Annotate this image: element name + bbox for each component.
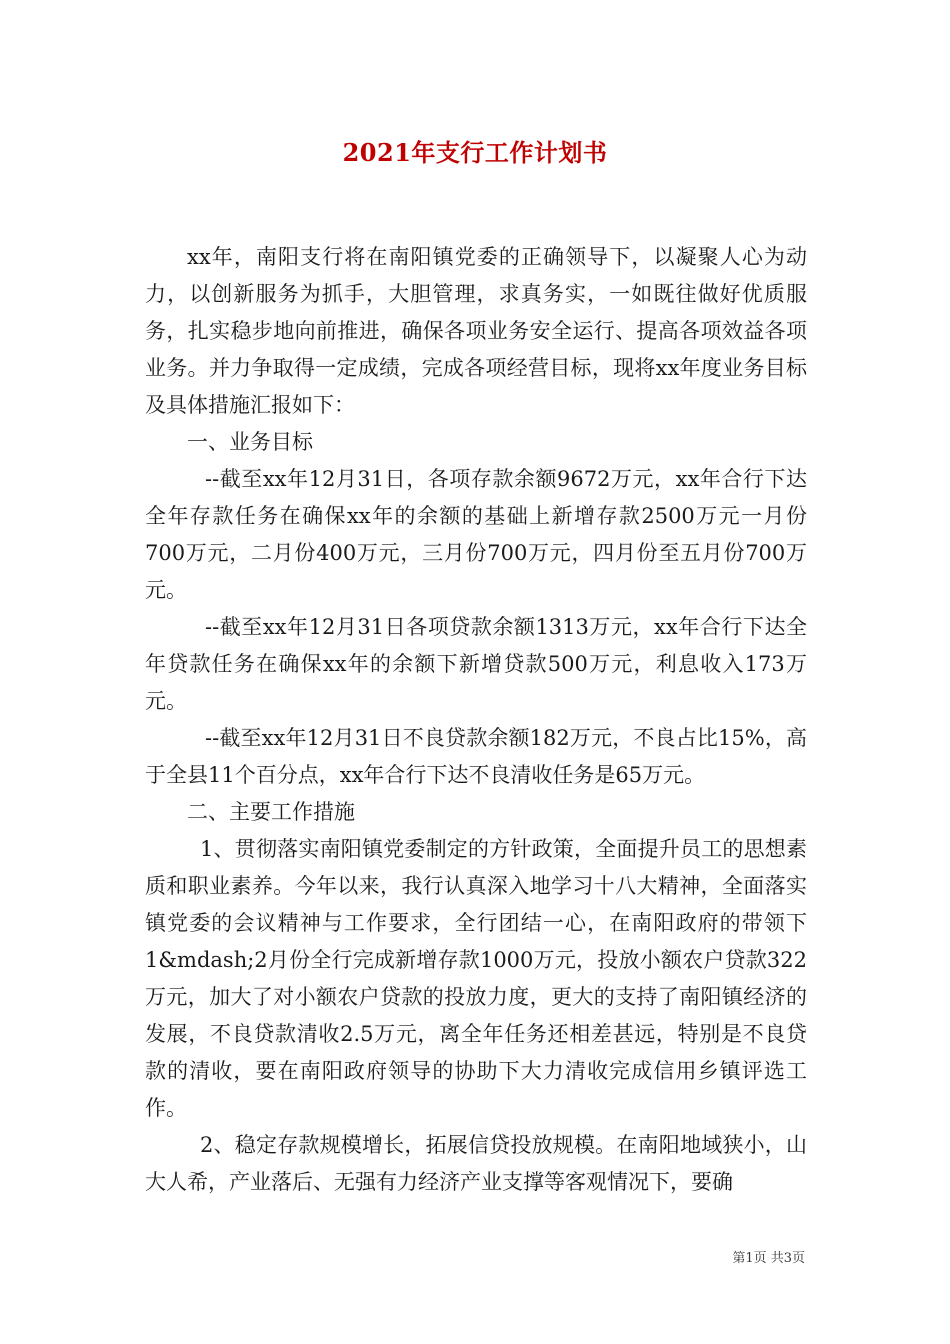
measure-2-paragraph: 2、稳定存款规模增长，拓展信贷投放规模。在南阳地域狭小，山大人希，产业落后、无强有力经济产业支撑等客观情况下，要确: [145, 1133, 807, 1194]
goal-deposits-paragraph: --截至xx年12月31日，各项存款余额9672万元，xx年合行下达全年存款任务在确保xx年的余额的基础上新增存款2500万元一月份700万元，二月份400万元，三月份700万元，四月份至五月份700万元。: [145, 467, 807, 602]
page-number: 第1页 共3页: [732, 1251, 805, 1266]
measure-1-paragraph: 1、贯彻落实南阳镇党委制定的方针政策，全面提升员工的思想素质和职业素养。今年以来，我行认真深入地学习十八大精神，全面落实镇党委的会议精神与工作要求，全行团结一心，在南阳政府的带领下1&mdash;2月份全行完成新增存款1000万元，投放小额农户贷款322万元，加大了对小额农户贷款的投放力度，更大的支持了南阳镇经济的发展，不良贷款清收2.5万元，离全年任务还相差甚远，特别是不良贷款的清收，要在南阳政府领导的协助下大力清收完成信用乡镇评选工作。: [145, 837, 807, 1120]
goal-loans-paragraph: --截至xx年12月31日各项贷款余额1313万元，xx年合行下达全年贷款任务在确保xx年的余额下新增贷款500万元，利息收入173万元。: [145, 615, 807, 713]
document-body: [145, 239, 807, 1201]
intro-paragraph: xx年，南阳支行将在南阳镇党委的正确领导下，以凝聚人心为动力，以创新服务为抓手，大胆管理，求真务实，一如既往做好优质服务，扎实稳步地向前推进，确保各项业务安全运行、提高各项效益各项业务。并力争取得一定成绩，完成各项经营目标，现将xx年度业务目标及具体措施汇报如下：: [145, 245, 807, 417]
section-heading-main-measures: 二、主要工作措施: [187, 800, 355, 824]
section-heading-business-goals: 一、业务目标: [187, 430, 313, 454]
goal-bad-loans-paragraph: --截至xx年12月31日不良贷款余额182万元，不良占比15%，高于全县11个百分点，xx年合行下达不良清收任务是65万元。: [145, 726, 807, 787]
document-title: 2021年支行工作计划书: [342, 138, 608, 167]
